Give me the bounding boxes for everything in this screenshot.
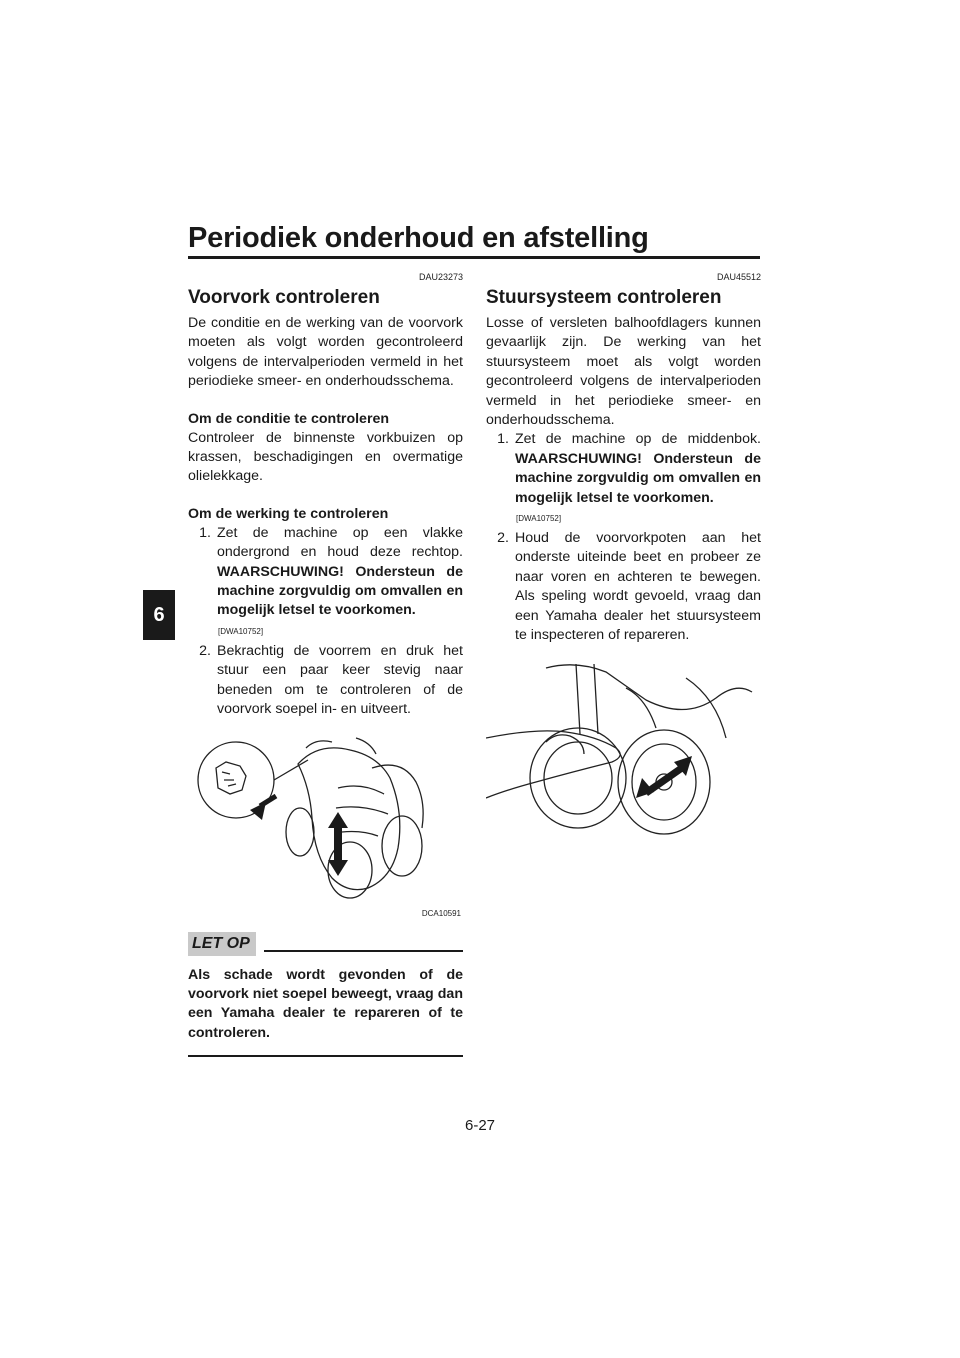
subheading-operation: Om de werking te controleren bbox=[188, 505, 389, 522]
step-item bbox=[188, 642, 463, 720]
step-item bbox=[486, 529, 761, 645]
caution-text: Als schade wordt gevonden of de voorvork niet soepel beweegt, vraag dan een Yamaha dealer te repareren of te controleren. bbox=[188, 966, 463, 1041]
step-number: 1. bbox=[497, 431, 509, 448]
step-item bbox=[188, 524, 463, 621]
step-number: 2. bbox=[199, 642, 211, 659]
condition-text: Controleer de binnenste vorkbuizen op krassen, beschadigingen en overmatige olielekkage. bbox=[188, 429, 463, 485]
section-heading: Voorvork controleren bbox=[188, 287, 380, 308]
section-code: DAU23273 bbox=[418, 272, 463, 282]
right-column bbox=[486, 271, 761, 836]
fork-figure bbox=[188, 728, 463, 918]
page-number: 6-27 bbox=[464, 1117, 496, 1134]
caution-box bbox=[188, 932, 463, 1058]
page-header bbox=[188, 222, 760, 259]
section-intro: De conditie en de werking van de voorvork moeten als volgt worden gecontroleerd volgens de intervalperioden vermeld in het periodieke smeer- en onderhoudsschema. bbox=[188, 315, 463, 390]
section-intro: Losse of versleten balhoofdlagers kunnen gevaarlijk zijn. De werking van het stuursysteem moet als volgt worden gecontroleerd volgens de intervalperioden vermeld in het periodieke smeer- en onderhoudsschema. bbox=[486, 315, 761, 429]
step-item bbox=[486, 430, 761, 508]
left-column bbox=[188, 271, 463, 1057]
warning-text: WAARSCHUWING! Ondersteun de machine zorgvuldig om omvallen en mogelijk letsel te voorkomen. bbox=[515, 450, 761, 506]
warning-text: WAARSCHUWING! Ondersteun de machine zorgvuldig om omvallen en mogelijk letsel te voorkomen. bbox=[217, 563, 463, 619]
steering-figure bbox=[486, 658, 761, 836]
step-body: Bekrachtig de voorrem en druk het stuur een paar keer stevig naar beneden om te controleren of de voorvork soepel in- en uitveert. bbox=[217, 642, 463, 718]
figure-code: DCA10591 bbox=[421, 908, 461, 918]
warning-ref: [DWA10752] bbox=[218, 626, 264, 636]
scooter-front-illustration bbox=[188, 728, 463, 904]
step-text bbox=[515, 430, 761, 508]
caution-end-rule bbox=[188, 1055, 463, 1057]
step-text bbox=[217, 524, 463, 621]
step-body: Zet de machine op de middenbok. bbox=[515, 431, 761, 448]
section-code: DAU45512 bbox=[716, 272, 761, 282]
caution-rule bbox=[264, 950, 463, 952]
step-number: 1. bbox=[199, 524, 211, 541]
caution-label: LET OP bbox=[188, 932, 256, 956]
subheading-condition: Om de conditie te controleren bbox=[188, 410, 390, 427]
warning-ref: [DWA10752] bbox=[516, 514, 562, 524]
step-body: Houd de voorvorkpoten aan het onderste uiteinde beet en probeer ze naar voren en achteren te bewegen. Als speling wordt gevoeld, vraag dan een Yamaha dealer het stuursysteem te inspecteren of repareren. bbox=[515, 530, 761, 644]
steering-illustration bbox=[486, 658, 761, 836]
step-body: Zet de machine op een vlakke ondergrond en houd deze rechtop. bbox=[217, 524, 463, 561]
section-heading: Stuursysteem controleren bbox=[486, 287, 722, 308]
chapter-tab: 6 bbox=[143, 590, 175, 640]
page-title: Periodiek onderhoud en afstelling bbox=[188, 222, 649, 254]
step-number: 2. bbox=[497, 530, 509, 547]
